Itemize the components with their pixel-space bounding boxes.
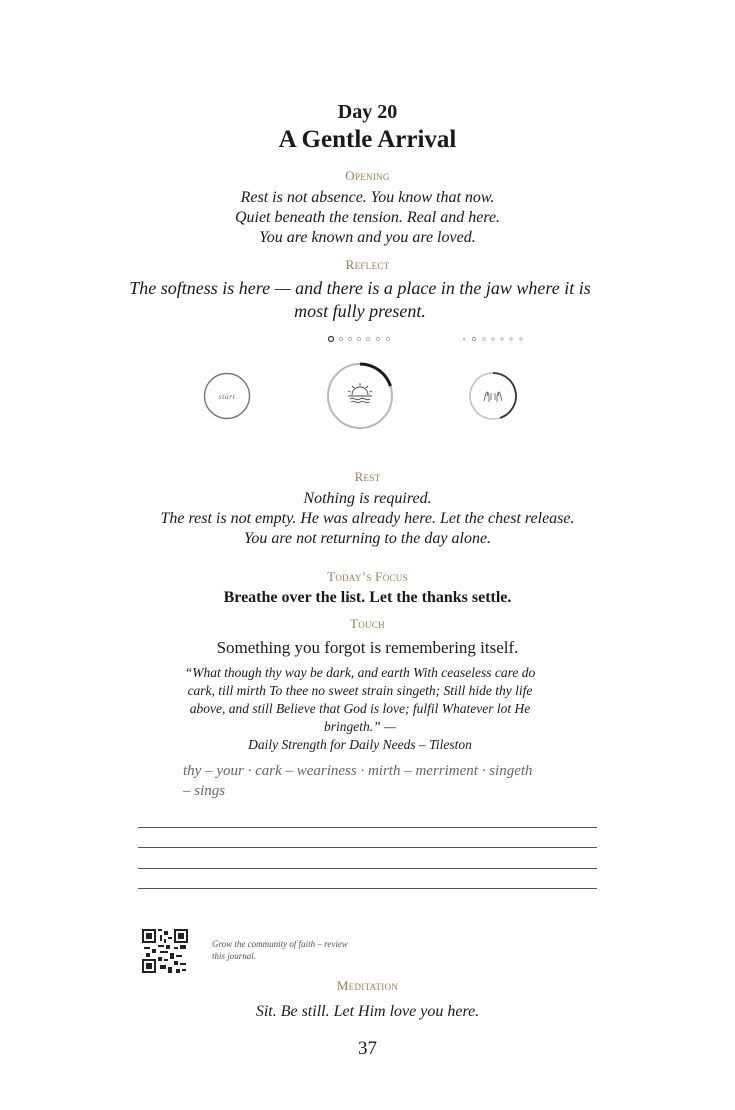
praying-hands-icon [484, 392, 502, 402]
progress-dot-active [329, 337, 334, 342]
progress-dot [463, 338, 465, 340]
progress-dot [386, 337, 389, 340]
meditation-text: Sit. Be still. Let Him love you here. [255, 1003, 480, 1020]
main-progress-arc [360, 364, 390, 386]
quote-source: Daily Strength for Daily Needs – Tileston [248, 737, 472, 752]
qr-code-icon[interactable] [142, 929, 188, 973]
rest-line: You are not returning to the day alone. [243, 530, 492, 547]
opening-line: Rest is not absence. You know that now. [240, 189, 495, 206]
progress-dots-left [320, 334, 400, 344]
start-label: start [218, 392, 236, 401]
progress-dot [366, 337, 369, 340]
rest-label: Rest [354, 469, 381, 484]
reflect-text: The softness is here — and there is a place in the jaw where it is most fully present. [129, 278, 591, 321]
progress-dot [339, 337, 342, 340]
progress-dots-right [455, 334, 535, 344]
progress-dot [483, 338, 486, 341]
page-title: A Gentle Arrival [278, 126, 457, 153]
prayer-button[interactable] [467, 371, 519, 421]
reflect-label: Reflect [345, 257, 390, 272]
progress-dot [376, 337, 379, 340]
progress-dot [472, 337, 476, 341]
progress-dot [492, 338, 494, 340]
day-number: Day 20 [337, 101, 398, 123]
prayer-progress-arc [493, 373, 516, 418]
quote-block [175, 664, 545, 754]
opening-line: You are known and you are loved. [259, 229, 476, 246]
focus-text: Breathe over the list. Let the thanks settle. [223, 589, 512, 606]
touch-text: Something you forgot is remembering itself. [216, 638, 519, 657]
progress-dot [510, 338, 512, 340]
sunrise-icon [348, 383, 372, 403]
rest-line: Nothing is required. [303, 490, 432, 507]
focus-label: Today’s Focus [327, 569, 408, 584]
review-prompt[interactable]: Grow the community of faith – review this journal. [212, 939, 348, 961]
quote-text: “What though thy way be dark, and earth With ceaseless care do cark, till mirth To thee no sweet strain singeth; Still hide thy life above, and still Believe that God is love; fulfil Whatever lot He bringeth.” — [184, 665, 536, 734]
opening-line: Quiet beneath the tension. Real and here. [234, 209, 501, 226]
progress-dot [520, 338, 522, 340]
page-number: 37 [358, 1038, 377, 1059]
main-timer-button[interactable] [324, 360, 396, 432]
progress-dot [501, 338, 503, 340]
writing-line[interactable] [138, 847, 597, 848]
writing-line[interactable] [138, 868, 597, 869]
writing-line[interactable] [138, 888, 597, 889]
meditation-label: Meditation [336, 978, 399, 993]
opening-text [0, 188, 735, 248]
rest-line: The rest is not empty. He was already here. Let the chest release. [160, 510, 575, 527]
writing-line[interactable] [138, 827, 597, 828]
rest-text [0, 489, 735, 549]
start-button[interactable] [202, 372, 252, 420]
glossary: thy – your · cark – weariness · mirth – merriment · singeth – sings [183, 763, 533, 799]
touch-label: Touch [350, 616, 385, 631]
opening-label: Opening [345, 168, 390, 183]
progress-dot [357, 337, 360, 340]
progress-dot [348, 337, 351, 340]
